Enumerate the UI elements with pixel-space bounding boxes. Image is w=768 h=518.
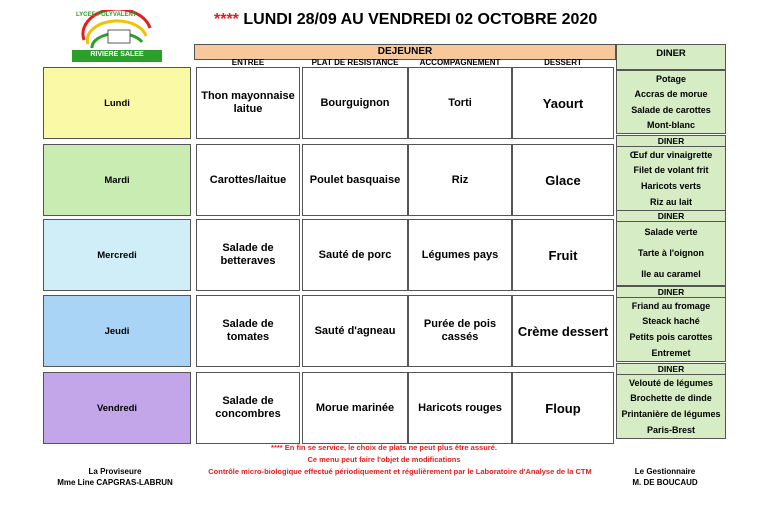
diner-block-mercredi <box>616 210 726 286</box>
entree-cell: Salade de tomates <box>196 295 300 367</box>
dessert-cell: Yaourt <box>512 67 614 139</box>
diner-item: Haricots verts <box>640 181 702 192</box>
accompagnement-cell: Légumes pays <box>408 219 512 291</box>
diner-item: Mont-blanc <box>647 120 695 130</box>
title-text: LUNDI 28/09 AU VENDREDI 02 OCTOBRE 2020 <box>243 11 598 28</box>
day-name: Mardi <box>104 174 130 186</box>
diner-item: Filet de volant frit <box>633 165 709 176</box>
day-cell-vendredi <box>43 372 191 444</box>
day-cell-mardi <box>43 144 191 216</box>
footer-notice-2: Ce menu peut faire l'objet de modifications <box>307 455 461 464</box>
diner-header: DINER <box>616 44 726 70</box>
accompagnement-cell: Haricots rouges <box>408 372 512 444</box>
diner-item: Potage <box>655 73 686 84</box>
day-name: Mercredi <box>97 249 137 261</box>
accompagnement-cell: Purée de pois cassés <box>408 295 512 367</box>
day-name: Jeudi <box>104 325 130 337</box>
diner-block-mardi <box>616 135 726 211</box>
dejeuner-header: DEJEUNER <box>194 44 616 60</box>
diner-item: Entremet <box>651 347 691 358</box>
col-header-accompagnement: ACCOMPAGNEMENT <box>419 58 501 67</box>
title-stars: **** <box>214 11 239 28</box>
diner-item: Velouté de légumes <box>628 377 714 388</box>
footer-notice-3: Contrôle micro-biologique effectué périodiquement et régulièrement par le Laboratoire d'Analyse de la CTM <box>208 467 592 476</box>
col-header-dessert: DESSERT <box>544 58 582 67</box>
entree-cell: Salade de concombres <box>196 372 300 444</box>
diner-block-vendredi <box>616 363 726 439</box>
dessert-cell: Crème dessert <box>512 295 614 367</box>
diner-label: DINER <box>617 211 725 222</box>
diner-item: Accras de morue <box>634 89 708 99</box>
dessert-cell: Fruit <box>512 219 614 291</box>
day-cell-lundi <box>43 67 191 139</box>
diner-block-lundi <box>616 70 726 134</box>
diner-item: Friand au fromage <box>631 300 711 311</box>
diner-item: Petits pois carottes <box>629 332 713 343</box>
day-cell-jeudi <box>43 295 191 367</box>
diner-item: Brochette de dinde <box>630 393 712 404</box>
diner-item: Printanière de légumes <box>621 409 721 420</box>
diner-item: Tarte à l'oignon <box>638 248 704 259</box>
diner-item: Ile au caramel <box>641 269 701 280</box>
plat-cell: Sauté d'agneau <box>302 295 408 367</box>
gestionnaire-signature <box>600 466 730 488</box>
day-cell-mercredi <box>43 219 191 291</box>
diner-item: Steack haché <box>642 316 700 327</box>
accompagnement-cell: Riz <box>408 144 512 216</box>
accompagnement-cell: Torti <box>408 67 512 139</box>
col-header-entree: ENTREE <box>231 58 265 67</box>
diner-label: DINER <box>617 364 725 375</box>
diner-label: DINER <box>617 287 725 298</box>
gestionnaire-name: M. DE BOUCAUD <box>632 478 698 487</box>
diner-item: Salade verte <box>644 227 698 238</box>
diner-block-jeudi <box>616 286 726 362</box>
diner-item: Œuf dur vinaigrette <box>629 149 713 160</box>
day-name: Vendredi <box>96 402 138 414</box>
entree-cell: Thon mayonnaise laitue <box>196 67 300 139</box>
diner-item: Paris-Brest <box>646 424 696 435</box>
footer-notice-1: **** En fin se service, le choix de plats ne peut plus être assuré. <box>271 443 497 452</box>
plat-cell: Bourguignon <box>302 67 408 139</box>
plat-cell: Poulet basquaise <box>302 144 408 216</box>
col-header-plat: PLAT DE RESISTANCE <box>311 58 399 67</box>
diner-item: Salade de carottes <box>631 104 711 115</box>
plat-cell: Morue marinée <box>302 372 408 444</box>
dessert-cell: Glace <box>512 144 614 216</box>
entree-cell: Carottes/laitue <box>196 144 300 216</box>
proviseure-title: La Proviseure <box>88 467 142 476</box>
school-logo <box>62 10 174 66</box>
day-name: Lundi <box>104 97 130 109</box>
proviseure-signature <box>40 466 190 488</box>
page-title <box>214 11 597 29</box>
logo-bottom-text: RIVIERE SALEE <box>90 51 144 58</box>
proviseure-name: Mme Line CAPGRAS-LABRUN <box>57 478 173 487</box>
entree-cell: Salade de betteraves <box>196 219 300 291</box>
dessert-cell: Floup <box>512 372 614 444</box>
logo-top-text: LYCEE POLYVALENT <box>76 12 137 18</box>
gestionnaire-title: Le Gestionnaire <box>634 467 696 476</box>
diner-label: DINER <box>617 136 725 147</box>
plat-cell: Sauté de porc <box>302 219 408 291</box>
diner-item: Riz au lait <box>649 196 692 207</box>
